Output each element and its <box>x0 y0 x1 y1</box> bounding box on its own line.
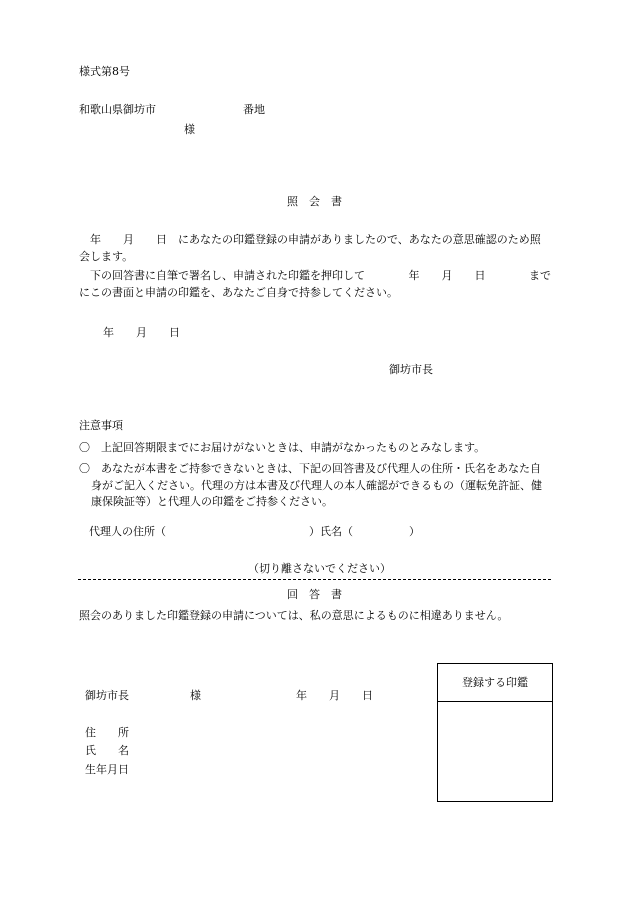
answer-title: 回 答 書 <box>287 588 342 601</box>
issue-date: 年 月 日 <box>103 326 180 339</box>
agent-close: ） <box>409 525 420 538</box>
response-date: 年 月 日 <box>90 233 167 246</box>
deadline-date: 年 月 日 <box>408 269 486 282</box>
paragraph-2-until: まで <box>529 269 551 282</box>
cut-line <box>78 579 551 580</box>
paragraph-1 <box>79 232 551 265</box>
answer-birth-label: 生年月日 <box>85 763 129 776</box>
answer-sama: 様 <box>190 689 201 702</box>
note-item-2: 〇 あなたが本書をご持参できないときは、下記の回答書及び代理人の住所・氏名をあなた自身がご記入ください。代理の方は本書及び代理人の本人確認ができるもの（運転免許証、健康保険証等）と代理人の印鑑をご持参ください。 <box>79 462 542 508</box>
page-title: 照 会 書 <box>287 195 342 208</box>
paragraph-1-text: にあなたの印鑑登録の申請がありましたので、あなたの意思確認のため照会します。 <box>79 233 541 263</box>
address-city: 和歌山県御坊市 <box>79 103 156 116</box>
seal-box <box>437 663 553 802</box>
issuer: 御坊市長 <box>389 363 433 376</box>
answer-mayor: 御坊市長 <box>85 689 129 702</box>
answer-address-label: 住 所 <box>85 726 129 739</box>
paragraph-2 <box>79 268 551 301</box>
seal-box-label: 登録する印鑑 <box>438 664 552 702</box>
cut-notice: （切り離さないでください） <box>248 562 391 575</box>
answer-name-label: 氏 名 <box>85 744 129 757</box>
address-banchi: 番地 <box>243 103 265 116</box>
form-number: 様式第8号 <box>79 65 130 78</box>
note-item-1: 〇 上記回答期限までにお届けがないときは、申請がなかったものとみなします。 <box>79 441 486 454</box>
answer-statement: 照会のありました印鑑登録の申請については、私の意思によるものに相違ありません。 <box>79 609 509 622</box>
notes-heading: 注意事項 <box>79 419 123 432</box>
paragraph-2-continuation: にこの書面と申請の印鑑を、あなたご自身で持参してください。 <box>79 285 398 299</box>
agent-address-label: 代理人の住所（ <box>89 525 166 538</box>
agent-name-label: ）氏名（ <box>309 525 353 538</box>
address-sama: 様 <box>184 123 195 136</box>
paragraph-2-text: 下の回答書に自筆で署名し、申請された印鑑を押印して <box>90 269 365 282</box>
answer-date: 年 月 日 <box>296 689 373 702</box>
